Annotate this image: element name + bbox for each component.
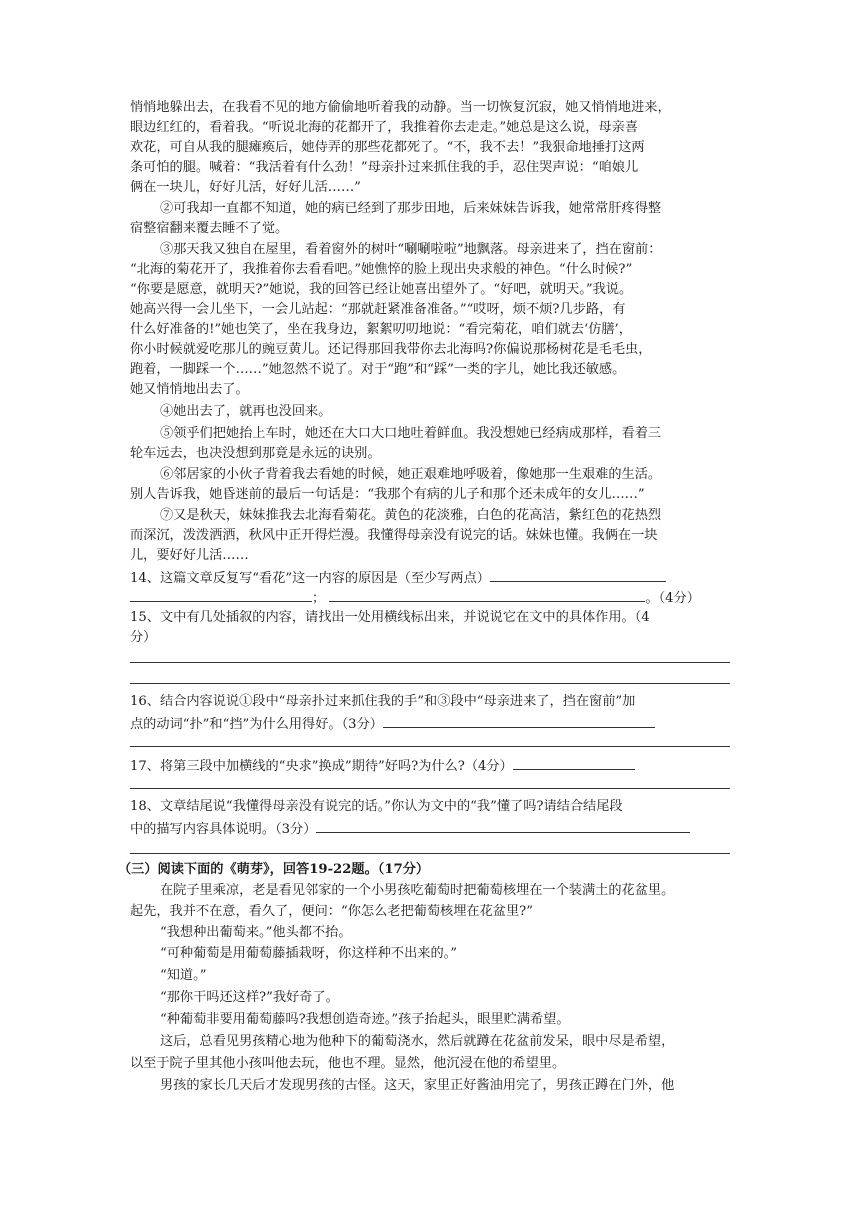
passage-line: ⑥邻居家的小伙子背着我去看她的时候，她正艰难地呼吸着，像她那一生艰难的生活。 xyxy=(160,467,662,482)
question-14-end: 。（4分） xyxy=(645,591,700,606)
answer-line[interactable] xyxy=(130,746,730,747)
question-14-cont xyxy=(130,587,730,609)
section-3-line: “可种葡萄是用葡萄藤插栽呀，你这样种不出来的。” xyxy=(160,946,458,961)
passage-line: 你小时候就爱吃那儿的豌豆黄儿。还记得那回我带你去北海吗?你偏说那杨树花是毛毛虫， xyxy=(130,342,652,357)
question-14 xyxy=(130,567,730,589)
answer-blank[interactable] xyxy=(383,713,655,728)
passage-line: 眼边红红的，看着我。“听说北海的花都开了，我推着你去走走。”她总是这么说，母亲喜 xyxy=(130,120,639,135)
passage-line: 欢花，可自从我的腿瘫痪后，她侍弄的那些花都死了。“不，我不去！”我狠命地捶打这两 xyxy=(130,140,645,155)
answer-blank[interactable] xyxy=(490,567,666,582)
section-3-heading: （三）阅读下面的《萌芽》，回答19-22题。（17分） xyxy=(118,862,430,877)
passage-line: “你要是愿意，就明天?”她说，我的回答已经让她喜出望外了。“好吧，就明天。”我说。 xyxy=(130,282,633,297)
passage-line: 条可怕的腿。喊着：“我活着有什么劲！”母亲扑过来抓住我的手，忍住哭声说：“咱娘儿 xyxy=(130,160,639,175)
section-3-line: 男孩的家长几天后才发现男孩的古怪。这天，家里正好酱油用完了，男孩正蹲在门外，他 xyxy=(160,1078,675,1093)
passage-line: 而深沉，泼泼洒洒，秋风中正开得烂漫。我懂得母亲没有说完的话。妹妹也懂。我俩在一块 xyxy=(130,528,658,543)
question-18 xyxy=(130,818,730,840)
question-18-line1: 18、文章结尾说“我懂得母亲没有说完的话。”你认为文中的“我”懂了吗?请结合结尾段 xyxy=(130,799,623,814)
answer-blank[interactable] xyxy=(329,587,645,602)
answer-blank[interactable] xyxy=(513,755,635,770)
question-17 xyxy=(130,755,730,777)
question-14-text: 14、这篇文章反复写“看花”这一内容的原因是（至少写两点） xyxy=(130,571,490,586)
passage-line: ⑤领乎们把她抬上车时，她还在大口大口地吐着鲜血。我没想她已经病成那样，看着三 xyxy=(160,426,662,441)
passage-line: 儿，要好好儿活…… xyxy=(130,548,249,563)
passage-line: ④她出去了，就再也没回来。 xyxy=(160,404,332,419)
question-15-line1: 15、文中有几处插叙的内容，请找出一处用横线标出来，并说说它在文中的具体作用。（4 xyxy=(130,610,650,625)
question-14-sep: ； xyxy=(312,591,326,606)
passage-line: 别人告诉我，她昏迷前的最后一句话是：“我那个有病的儿子和那个还未成年的女儿……” xyxy=(130,487,645,502)
passage-line: ⑦又是秋天，妹妹推我去北海看菊花。黄色的花淡雅，白色的花高洁，紫红色的花热烈 xyxy=(160,508,662,523)
answer-line[interactable] xyxy=(130,788,730,789)
passage-line: 什么好准备的!”她也笑了，坐在我身边，絮絮叨叨地说：“看完菊花，咱们就去‘仿膳’， xyxy=(130,322,632,337)
question-18-line2: 中的描写内容具体说明。（3分） xyxy=(130,822,317,837)
passage-line: 跑着，一脚踩一个……”她忽然不说了。对于“跑”和“踩”一类的字儿，她比我还敏感。 xyxy=(130,362,626,377)
passage-line: 悄悄地躲出去，在我看不见的地方偷偷地听着我的动静。当一切恢复沉寂，她又悄悄地进来， xyxy=(130,100,671,115)
section-3-line: 起先，我并不在意，看久了，便问：“你怎么老把葡萄核埋在花盆里?” xyxy=(130,904,533,919)
section-3-line: “知道。” xyxy=(160,968,207,983)
passage-line: 轮车远去，也决没想到那竟是永远的诀别。 xyxy=(130,446,381,461)
answer-blank[interactable] xyxy=(130,587,312,602)
section-3-line: “种葡萄非要用葡萄藤吗?我想创造奇迹。”孩子抬起头，眼里贮满希望。 xyxy=(160,1012,570,1027)
passage-line: ②可我却一直都不知道，她的病已经到了那步田地，后来妹妹告诉我，她常常肝疼得整 xyxy=(160,201,662,216)
question-16 xyxy=(130,713,730,735)
passage-line: 俩在一块儿，好好儿活，好好儿活……” xyxy=(130,180,361,195)
answer-line[interactable] xyxy=(130,683,730,684)
section-3-line: 在院子里乘凉，老是看见邻家的一个小男孩吃葡萄时把葡萄核埋在一个装满土的花盆里。 xyxy=(160,883,675,898)
question-16-line1: 16、结合内容说说①段中“母亲扑过来抓住我的手”和③段中“母亲进来了，挡在窗前”加 xyxy=(130,694,636,709)
question-16-line2: 点的动词“扑”和“挡”为什么用得好。（3分） xyxy=(130,717,383,732)
question-15-line2: 分） xyxy=(130,630,157,645)
section-3-line: “我想种出葡萄来。”他头都不抬。 xyxy=(160,925,352,940)
passage-line: 她高兴得一会儿坐下，一会儿站起：“那就赶紧准备准备。”“哎呀，烦不烦?几步路，有 xyxy=(130,302,626,317)
answer-blank[interactable] xyxy=(316,818,690,833)
section-3-line: 这后，总看见男孩精心地为他种下的葡萄浇水，然后就蹲在花盆前发呆，眼中尽是希望， xyxy=(160,1034,675,1049)
passage-line: “北海的菊花开了，我推着你去看看吧。”她憔悴的脸上现出央求般的神色。“什么时候?” xyxy=(130,262,633,277)
question-17-text: 17、将第三段中加横线的“央求”换成”期待”好吗?为什么?（4分） xyxy=(130,759,513,774)
passage-line: 宿整宿翻来覆去睡不了觉。 xyxy=(130,221,289,236)
section-3-line: 以至于院子里其他小孩叫他去玩，他也不理。显然，他沉浸在他的希望里。 xyxy=(130,1056,566,1071)
section-3-line: “那你干吗还这样?”我好奇了。 xyxy=(160,990,339,1005)
passage-line: 她又悄悄地出去了。 xyxy=(130,382,249,397)
answer-line[interactable] xyxy=(130,662,730,663)
passage-line: ③那天我又独自在屋里，看着窗外的树叶“唰唰啦啦”地飘落。母亲进来了，挡在窗前： xyxy=(160,242,662,257)
answer-line[interactable] xyxy=(130,853,730,854)
